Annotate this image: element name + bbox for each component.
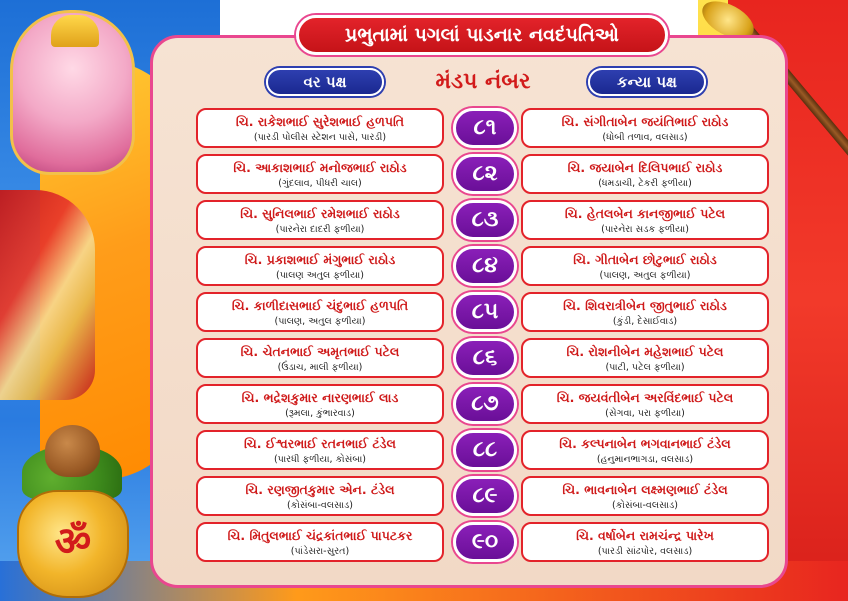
groom-side-header: વર પક્ષ — [266, 68, 384, 96]
bride-entry — [521, 338, 769, 378]
bride-place: (ધમડાચી, ટેકરી ફળીયા) — [598, 178, 692, 189]
groom-entry — [196, 476, 444, 516]
bride-place: (કુંડી, દેસાઈવાડ) — [612, 316, 678, 327]
bride-name: ચિ. રોશનીબેન મહેશભાઈ પટેલ — [566, 344, 724, 359]
bride-name: ચિ. ગીતાબેન છોટુભાઈ રાઠોડ — [573, 252, 717, 267]
groom-name: ચિ. મિતુલભાઈ ચંદ્રકાંતભાઈ પાપટકર — [227, 528, 413, 543]
bride-place: (પારનેરા સડક ફળીયા) — [601, 224, 689, 235]
mandap-number-header: મંડપ નંબર — [435, 69, 531, 94]
kalash-image — [12, 425, 132, 600]
groom-name: ચિ. આકાશભાઈ મનોજભાઈ રાઠોડ — [233, 160, 407, 175]
bride-entry — [521, 200, 769, 240]
mandap-number-badge: ૮૬ — [453, 338, 517, 378]
bride-name: ચિ. કલ્પનાબેન ભગવાનભાઈ ટંડેલ — [559, 436, 731, 451]
groom-entry — [196, 384, 444, 424]
bride-side-header: કન્યા પક્ષ — [588, 68, 706, 96]
groom-entry — [196, 338, 444, 378]
mandap-number-badge: ૮૪ — [453, 246, 517, 286]
bride-place: (પાટી, પટેલ ફળીયા) — [605, 362, 685, 373]
groom-place: (પાલણ અતુલ ફળીયા) — [276, 270, 364, 281]
groom-entry — [196, 292, 444, 332]
groom-place: (ઉંડાચ, માલી ફળીયા) — [277, 362, 363, 373]
groom-place: (પાંડેસરા-સુરત) — [290, 546, 350, 557]
bride-name: ચિ. ભાવનાબેન લક્ષ્મણભાઈ ટંડેલ — [562, 482, 728, 497]
groom-place: (પારધી ફળીયા, કોસંબા) — [273, 454, 367, 465]
coconut-icon — [45, 425, 100, 477]
groom-place: (કોસંબા-વલસાડ) — [287, 500, 353, 511]
groom-entry — [196, 108, 444, 148]
groom-place: (પારડી પોલીસ સ્ટેશન પાસે, પારડી) — [253, 132, 387, 143]
om-symbol: ॐ — [54, 518, 92, 565]
bride-name: ચિ. જયાબેન દિલિપભાઈ રાઠોડ — [567, 160, 723, 175]
ganesh-image — [10, 10, 135, 175]
groom-name: ચિ. રણજીતકુમાર એન. ટંડેલ — [245, 482, 395, 497]
groom-name: ચિ. રાકેશભાઈ સુરેશભાઈ હળપતિ — [235, 114, 405, 129]
bride-entry — [521, 108, 769, 148]
mandap-number-badge: ૮૧ — [453, 108, 517, 148]
bride-place: (સેગવા, પરા ફળીયા) — [605, 408, 685, 419]
groom-name: ચિ. કાળીદાસભાઈ ચંદુભાઈ હળપતિ — [231, 298, 409, 313]
bride-entry — [521, 384, 769, 424]
mandap-number-badge: ૮૫ — [453, 292, 517, 332]
bride-entry — [521, 430, 769, 470]
groom-place: (પારનેરા દાદરી ફળીયા) — [275, 224, 365, 235]
groom-name: ચિ. પ્રકાશભાઈ મંગુભાઈ રાઠોડ — [244, 252, 396, 267]
bride-name: ચિ. જયવંતીબેન અરવિંદભાઈ પટેલ — [556, 390, 734, 405]
groom-entry — [196, 430, 444, 470]
bride-place: (હનુમાનભાગડા, વલસાડ) — [596, 454, 694, 465]
mandap-number-badge: ૯૦ — [453, 522, 517, 562]
bride-name: ચિ. શિવરાત્રીબેન જીતુભાઈ રાઠોડ — [563, 298, 727, 313]
wedding-drape-image — [0, 190, 95, 400]
mandap-number-badge: ૮૮ — [453, 430, 517, 470]
bride-place: (પાલણ, અતુલ ફળીયા) — [599, 270, 691, 281]
mandap-number-badge: ૮૯ — [453, 476, 517, 516]
bride-entry — [521, 246, 769, 286]
groom-name: ચિ. ભદ્રેશકુમાર નારણભાઈ લાડ — [241, 390, 399, 405]
bride-entry — [521, 292, 769, 332]
bride-place: (ધોબી તળાવ, વલસાડ) — [602, 132, 688, 143]
groom-entry — [196, 246, 444, 286]
groom-entry — [196, 200, 444, 240]
bride-name: ચિ. સંગીતાબેન જયંતિભાઈ રાઠોડ — [561, 114, 729, 129]
groom-place: (રૂમલા, કુંભારવાડ) — [285, 408, 355, 419]
bride-place: (પારડી સાંઢપોર, વલસાડ) — [597, 546, 693, 557]
groom-name: ચિ. ચેતનભાઈ અમૃતભાઈ પટેલ — [240, 344, 400, 359]
groom-entry — [196, 522, 444, 562]
mandap-number-badge: ૮૭ — [453, 384, 517, 424]
bride-name: ચિ. વર્ષાબેન રામચંન્દ્ર પારેખ — [576, 528, 714, 543]
mandap-number-badge: ૮૨ — [453, 154, 517, 194]
groom-place: (ગુંદલાવ, પીધરી ચાલ) — [278, 178, 362, 189]
page-title: પ્રભુતામાં પગલાં પાડનાર નવદંપતિઓ — [296, 15, 668, 55]
bride-entry — [521, 154, 769, 194]
bride-name: ચિ. હેતલબેન કાનજીભાઈ પટેલ — [564, 206, 726, 221]
bride-place: (કોસંબા-વલસાડ) — [612, 500, 678, 511]
groom-name: ચિ. સુનિલભાઈ રમેશભાઈ રાઠોડ — [240, 206, 400, 221]
groom-name: ચિ. ઈશ્વરભાઈ રતનભાઈ ટંડેલ — [243, 436, 396, 451]
groom-place: (પાલણ, અતુલ ફળીયા) — [274, 316, 366, 327]
mandap-number-badge: ૮૩ — [453, 200, 517, 240]
bride-entry — [521, 522, 769, 562]
groom-entry — [196, 154, 444, 194]
bride-entry — [521, 476, 769, 516]
